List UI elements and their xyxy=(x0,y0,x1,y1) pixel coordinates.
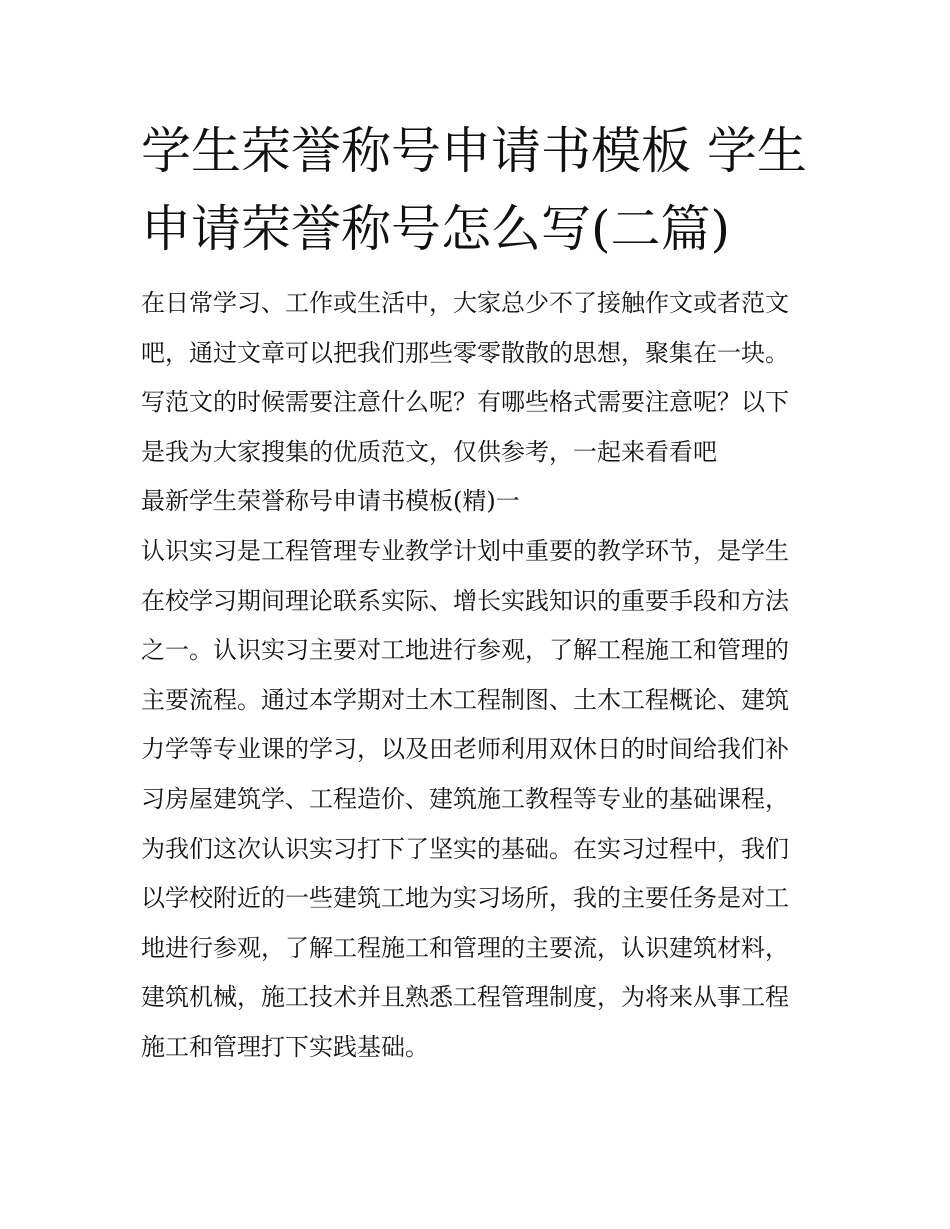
intro-line: 在日常学习、工作或生活中，大家总少不了接触作文或者范文 xyxy=(141,289,789,317)
section-body-line: 力学等专业课的学习，以及田老师利用双休日的时间给我们补 xyxy=(141,735,789,764)
intro-line: 吧，通过文章可以把我们那些零零散散的思想，聚集在一块。 xyxy=(141,338,789,367)
document-title xyxy=(141,112,821,268)
section-body-line: 以学校附近的一些建筑工地为实习场所，我的主要任务是对工 xyxy=(141,884,789,913)
section-body-line: 建筑机械，施工技术并且熟悉工程管理制度，为将来从事工程 xyxy=(141,983,789,1012)
section-body-line: 为我们这次认识实习打下了坚实的基础。在实习过程中，我们 xyxy=(141,834,789,863)
title-line-2: 申请荣誉称号怎么写(二篇) xyxy=(141,200,731,258)
intro-line: 写范文的时候需要注意什么呢？有哪些格式需要注意呢？以下 xyxy=(141,388,789,417)
section-heading: 最新学生荣誉称号申请书模板(精)一 xyxy=(141,487,520,516)
section-body-line: 地进行参观，了解工程施工和管理的主要流，认识建筑材料， xyxy=(141,933,789,962)
intro-line: 是我为大家搜集的优质范文，仅供参考，一起来看看吧 xyxy=(141,437,717,466)
section-body-line: 施工和管理打下实践基础。 xyxy=(141,1032,429,1061)
section-body-line: 认识实习是工程管理专业教学计划中重要的教学环节，是学生 xyxy=(141,536,789,565)
section-body-line: 习房屋建筑学、工程造价、建筑施工教程等专业的基础课程， xyxy=(141,784,789,813)
section-body-line: 之一。认识实习主要对工地进行参观，了解工程施工和管理的 xyxy=(141,636,789,665)
document-body xyxy=(141,279,821,1073)
section-body-line: 在校学习期间理论联系实际、增长实践知识的重要手段和方法 xyxy=(141,586,789,615)
title-line-1: 学生荣誉称号申请书模板 学生 xyxy=(141,122,807,180)
section-body-line: 主要流程。通过本学期对土木工程制图、土木工程概论、建筑 xyxy=(141,685,789,714)
